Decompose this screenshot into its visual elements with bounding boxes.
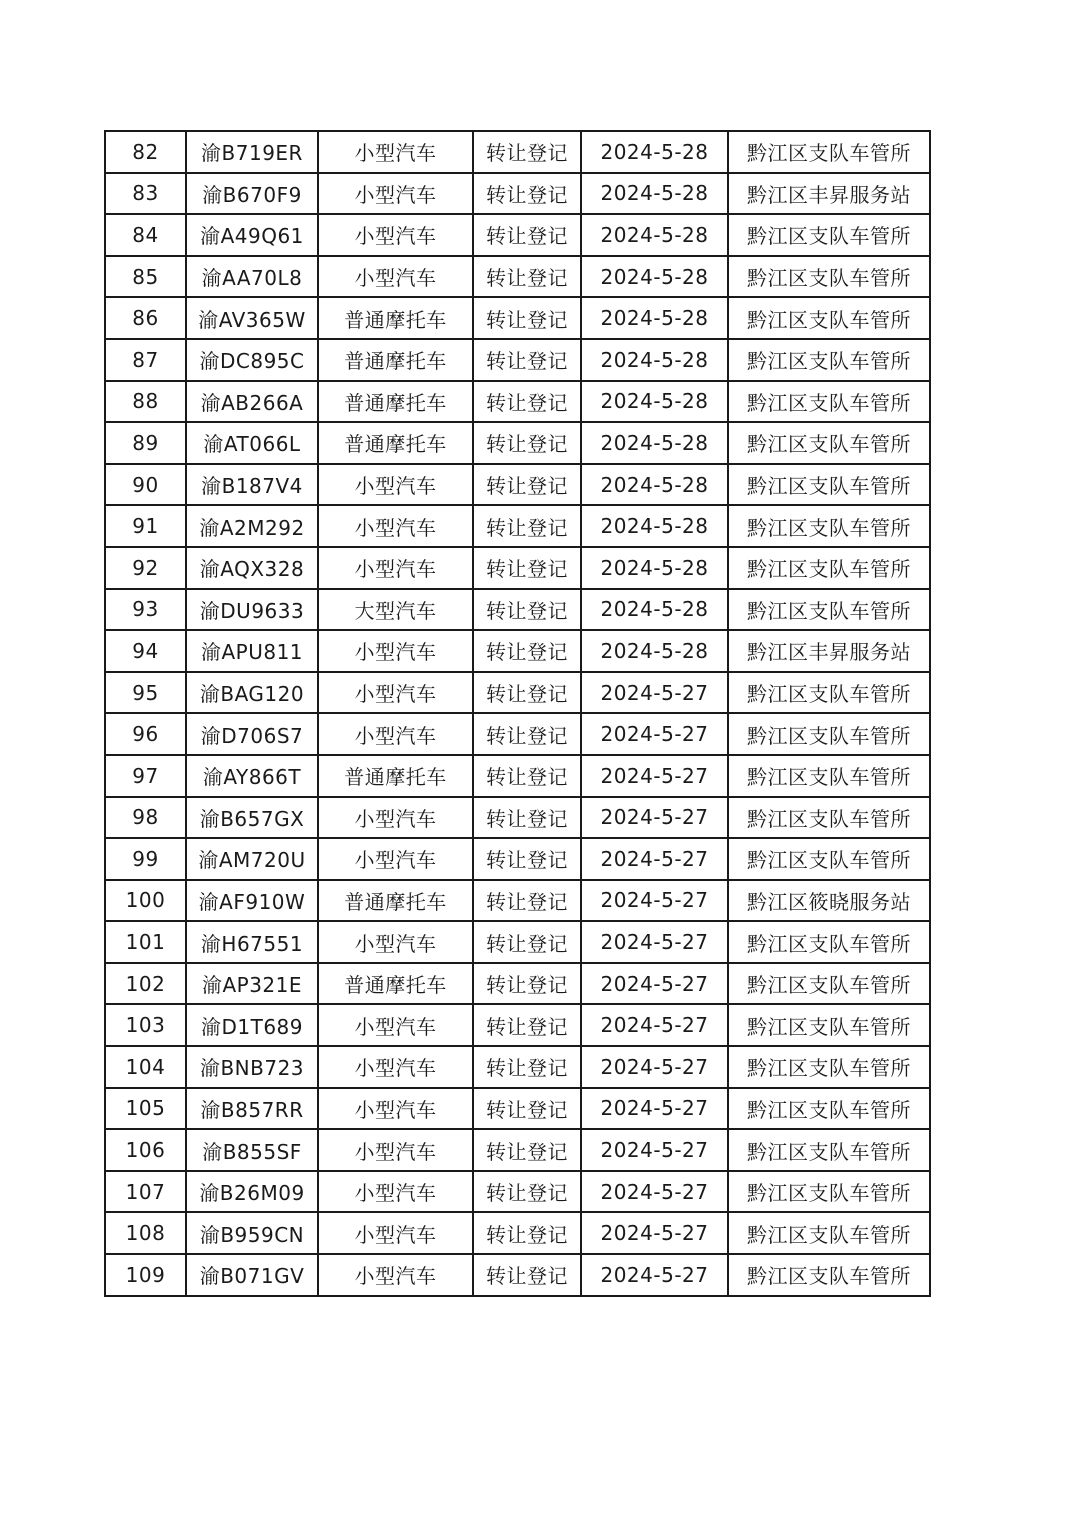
cell-date: 2024-5-27 xyxy=(581,880,728,922)
table-row xyxy=(105,963,930,1005)
cell-vehicle-type: 小型汽车 xyxy=(318,921,473,963)
cell-business-type: 转让登记 xyxy=(473,921,581,963)
table-row xyxy=(105,880,930,922)
cell-vehicle-type: 小型汽车 xyxy=(318,1254,473,1296)
cell-serial-number: 109 xyxy=(105,1254,186,1296)
cell-office: 黔江区支队车管所 xyxy=(728,1212,930,1254)
cell-vehicle-type: 普通摩托车 xyxy=(318,339,473,381)
cell-plate-number: 渝B187V4 xyxy=(186,464,318,506)
cell-plate-number: 渝AP321E xyxy=(186,963,318,1005)
cell-office: 黔江区支队车管所 xyxy=(728,422,930,464)
cell-date: 2024-5-27 xyxy=(581,1004,728,1046)
cell-business-type: 转让登记 xyxy=(473,422,581,464)
table-row xyxy=(105,713,930,755)
table-row xyxy=(105,838,930,880)
cell-date: 2024-5-27 xyxy=(581,713,728,755)
cell-office: 黔江区支队车管所 xyxy=(728,547,930,589)
cell-vehicle-type: 普通摩托车 xyxy=(318,297,473,339)
cell-business-type: 转让登记 xyxy=(473,963,581,1005)
table-row xyxy=(105,797,930,839)
cell-date: 2024-5-27 xyxy=(581,797,728,839)
cell-vehicle-type: 小型汽车 xyxy=(318,1004,473,1046)
cell-plate-number: 渝A49Q61 xyxy=(186,214,318,256)
cell-business-type: 转让登记 xyxy=(473,214,581,256)
cell-vehicle-type: 小型汽车 xyxy=(318,1088,473,1130)
table-row xyxy=(105,1129,930,1171)
cell-office: 黔江区支队车管所 xyxy=(728,297,930,339)
cell-vehicle-type: 小型汽车 xyxy=(318,1129,473,1171)
cell-serial-number: 103 xyxy=(105,1004,186,1046)
cell-business-type: 转让登记 xyxy=(473,1046,581,1088)
cell-business-type: 转让登记 xyxy=(473,630,581,672)
cell-vehicle-type: 小型汽车 xyxy=(318,214,473,256)
cell-plate-number: 渝AA70L8 xyxy=(186,256,318,298)
cell-office: 黔江区支队车管所 xyxy=(728,381,930,423)
cell-date: 2024-5-27 xyxy=(581,755,728,797)
cell-office: 黔江区支队车管所 xyxy=(728,1254,930,1296)
cell-plate-number: 渝AF910W xyxy=(186,880,318,922)
table-row xyxy=(105,921,930,963)
cell-date: 2024-5-27 xyxy=(581,1171,728,1213)
cell-date: 2024-5-28 xyxy=(581,630,728,672)
cell-serial-number: 88 xyxy=(105,381,186,423)
cell-office: 黔江区支队车管所 xyxy=(728,505,930,547)
cell-date: 2024-5-27 xyxy=(581,963,728,1005)
cell-serial-number: 96 xyxy=(105,713,186,755)
cell-business-type: 转让登记 xyxy=(473,131,581,173)
cell-date: 2024-5-28 xyxy=(581,505,728,547)
cell-serial-number: 90 xyxy=(105,464,186,506)
cell-business-type: 转让登记 xyxy=(473,1171,581,1213)
table-row xyxy=(105,672,930,714)
cell-vehicle-type: 普通摩托车 xyxy=(318,422,473,464)
cell-date: 2024-5-28 xyxy=(581,339,728,381)
table-row xyxy=(105,630,930,672)
cell-office: 黔江区支队车管所 xyxy=(728,755,930,797)
cell-office: 黔江区支队车管所 xyxy=(728,1088,930,1130)
cell-date: 2024-5-28 xyxy=(581,297,728,339)
cell-plate-number: 渝APU811 xyxy=(186,630,318,672)
table-row xyxy=(105,339,930,381)
cell-serial-number: 85 xyxy=(105,256,186,298)
cell-date: 2024-5-27 xyxy=(581,1254,728,1296)
cell-plate-number: 渝B26M09 xyxy=(186,1171,318,1213)
cell-office: 黔江区支队车管所 xyxy=(728,1046,930,1088)
cell-office: 黔江区支队车管所 xyxy=(728,1004,930,1046)
cell-date: 2024-5-28 xyxy=(581,381,728,423)
table-row xyxy=(105,547,930,589)
table-row xyxy=(105,1171,930,1213)
cell-business-type: 转让登记 xyxy=(473,381,581,423)
cell-plate-number: 渝AM720U xyxy=(186,838,318,880)
cell-office: 黔江区支队车管所 xyxy=(728,797,930,839)
cell-office: 黔江区支队车管所 xyxy=(728,713,930,755)
cell-plate-number: 渝B670F9 xyxy=(186,173,318,215)
cell-serial-number: 101 xyxy=(105,921,186,963)
table-row xyxy=(105,131,930,173)
cell-date: 2024-5-28 xyxy=(581,173,728,215)
cell-vehicle-type: 小型汽车 xyxy=(318,713,473,755)
cell-business-type: 转让登记 xyxy=(473,1129,581,1171)
cell-serial-number: 108 xyxy=(105,1212,186,1254)
cell-serial-number: 89 xyxy=(105,422,186,464)
cell-serial-number: 104 xyxy=(105,1046,186,1088)
cell-office: 黔江区丰昇服务站 xyxy=(728,173,930,215)
cell-business-type: 转让登记 xyxy=(473,797,581,839)
cell-vehicle-type: 小型汽车 xyxy=(318,672,473,714)
cell-office: 黔江区支队车管所 xyxy=(728,1129,930,1171)
registration-table xyxy=(104,130,931,1297)
cell-office: 黔江区支队车管所 xyxy=(728,838,930,880)
cell-plate-number: 渝B719ER xyxy=(186,131,318,173)
cell-plate-number: 渝A2M292 xyxy=(186,505,318,547)
cell-serial-number: 100 xyxy=(105,880,186,922)
table-row xyxy=(105,505,930,547)
cell-vehicle-type: 小型汽车 xyxy=(318,1212,473,1254)
cell-business-type: 转让登记 xyxy=(473,713,581,755)
cell-serial-number: 91 xyxy=(105,505,186,547)
table-row xyxy=(105,1046,930,1088)
cell-serial-number: 107 xyxy=(105,1171,186,1213)
cell-vehicle-type: 小型汽车 xyxy=(318,547,473,589)
table-row xyxy=(105,1212,930,1254)
cell-date: 2024-5-27 xyxy=(581,672,728,714)
table-row xyxy=(105,214,930,256)
cell-office: 黔江区支队车管所 xyxy=(728,256,930,298)
cell-serial-number: 86 xyxy=(105,297,186,339)
cell-plate-number: 渝DU9633 xyxy=(186,589,318,631)
cell-business-type: 转让登记 xyxy=(473,256,581,298)
cell-business-type: 转让登记 xyxy=(473,547,581,589)
cell-date: 2024-5-27 xyxy=(581,1212,728,1254)
cell-vehicle-type: 普通摩托车 xyxy=(318,755,473,797)
cell-serial-number: 83 xyxy=(105,173,186,215)
cell-serial-number: 82 xyxy=(105,131,186,173)
cell-date: 2024-5-28 xyxy=(581,464,728,506)
cell-date: 2024-5-27 xyxy=(581,1088,728,1130)
cell-office: 黔江区支队车管所 xyxy=(728,672,930,714)
cell-date: 2024-5-27 xyxy=(581,1129,728,1171)
cell-date: 2024-5-28 xyxy=(581,547,728,589)
cell-plate-number: 渝DC895C xyxy=(186,339,318,381)
cell-business-type: 转让登记 xyxy=(473,1254,581,1296)
table-row xyxy=(105,381,930,423)
cell-date: 2024-5-28 xyxy=(581,422,728,464)
cell-vehicle-type: 小型汽车 xyxy=(318,464,473,506)
table-row xyxy=(105,256,930,298)
cell-office: 黔江区支队车管所 xyxy=(728,214,930,256)
cell-serial-number: 98 xyxy=(105,797,186,839)
cell-date: 2024-5-27 xyxy=(581,921,728,963)
cell-date: 2024-5-28 xyxy=(581,589,728,631)
cell-office: 黔江区支队车管所 xyxy=(728,921,930,963)
cell-business-type: 转让登记 xyxy=(473,464,581,506)
cell-vehicle-type: 普通摩托车 xyxy=(318,381,473,423)
cell-plate-number: 渝BNB723 xyxy=(186,1046,318,1088)
cell-plate-number: 渝D1T689 xyxy=(186,1004,318,1046)
cell-business-type: 转让登记 xyxy=(473,880,581,922)
table-row xyxy=(105,297,930,339)
cell-vehicle-type: 小型汽车 xyxy=(318,131,473,173)
cell-plate-number: 渝B071GV xyxy=(186,1254,318,1296)
table-row xyxy=(105,173,930,215)
cell-office: 黔江区支队车管所 xyxy=(728,339,930,381)
cell-business-type: 转让登记 xyxy=(473,297,581,339)
cell-office: 黔江区支队车管所 xyxy=(728,1171,930,1213)
cell-vehicle-type: 小型汽车 xyxy=(318,797,473,839)
cell-office: 黔江区支队车管所 xyxy=(728,589,930,631)
table-row xyxy=(105,755,930,797)
cell-business-type: 转让登记 xyxy=(473,1088,581,1130)
cell-vehicle-type: 小型汽车 xyxy=(318,1171,473,1213)
cell-business-type: 转让登记 xyxy=(473,505,581,547)
cell-serial-number: 92 xyxy=(105,547,186,589)
cell-business-type: 转让登记 xyxy=(473,672,581,714)
cell-plate-number: 渝B855SF xyxy=(186,1129,318,1171)
cell-plate-number: 渝AV365W xyxy=(186,297,318,339)
cell-plate-number: 渝AB266A xyxy=(186,381,318,423)
cell-date: 2024-5-28 xyxy=(581,214,728,256)
cell-business-type: 转让登记 xyxy=(473,838,581,880)
cell-serial-number: 97 xyxy=(105,755,186,797)
cell-plate-number: 渝AY866T xyxy=(186,755,318,797)
cell-serial-number: 84 xyxy=(105,214,186,256)
cell-business-type: 转让登记 xyxy=(473,1004,581,1046)
cell-office: 黔江区支队车管所 xyxy=(728,464,930,506)
cell-serial-number: 94 xyxy=(105,630,186,672)
cell-plate-number: 渝H67551 xyxy=(186,921,318,963)
table-row xyxy=(105,1088,930,1130)
cell-vehicle-type: 小型汽车 xyxy=(318,256,473,298)
cell-plate-number: 渝B657GX xyxy=(186,797,318,839)
cell-date: 2024-5-27 xyxy=(581,838,728,880)
cell-serial-number: 102 xyxy=(105,963,186,1005)
cell-serial-number: 87 xyxy=(105,339,186,381)
cell-office: 黔江区支队车管所 xyxy=(728,963,930,1005)
cell-plate-number: 渝D706S7 xyxy=(186,713,318,755)
table-row xyxy=(105,589,930,631)
cell-business-type: 转让登记 xyxy=(473,173,581,215)
cell-plate-number: 渝AQX328 xyxy=(186,547,318,589)
cell-serial-number: 99 xyxy=(105,838,186,880)
cell-plate-number: 渝B857RR xyxy=(186,1088,318,1130)
cell-business-type: 转让登记 xyxy=(473,339,581,381)
cell-date: 2024-5-28 xyxy=(581,131,728,173)
cell-serial-number: 105 xyxy=(105,1088,186,1130)
cell-date: 2024-5-28 xyxy=(581,256,728,298)
cell-vehicle-type: 普通摩托车 xyxy=(318,963,473,1005)
cell-date: 2024-5-27 xyxy=(581,1046,728,1088)
cell-serial-number: 95 xyxy=(105,672,186,714)
cell-serial-number: 93 xyxy=(105,589,186,631)
cell-plate-number: 渝B959CN xyxy=(186,1212,318,1254)
cell-office: 黔江区丰昇服务站 xyxy=(728,630,930,672)
table-row xyxy=(105,1004,930,1046)
table-row xyxy=(105,422,930,464)
table-body xyxy=(105,131,930,1296)
cell-vehicle-type: 小型汽车 xyxy=(318,1046,473,1088)
cell-business-type: 转让登记 xyxy=(473,589,581,631)
cell-vehicle-type: 小型汽车 xyxy=(318,173,473,215)
cell-serial-number: 106 xyxy=(105,1129,186,1171)
cell-plate-number: 渝BAG120 xyxy=(186,672,318,714)
cell-business-type: 转让登记 xyxy=(473,755,581,797)
cell-vehicle-type: 小型汽车 xyxy=(318,505,473,547)
table-row xyxy=(105,1254,930,1296)
cell-vehicle-type: 小型汽车 xyxy=(318,630,473,672)
cell-vehicle-type: 普通摩托车 xyxy=(318,880,473,922)
cell-business-type: 转让登记 xyxy=(473,1212,581,1254)
cell-plate-number: 渝AT066L xyxy=(186,422,318,464)
cell-vehicle-type: 小型汽车 xyxy=(318,838,473,880)
table-row xyxy=(105,464,930,506)
cell-office: 黔江区筱晓服务站 xyxy=(728,880,930,922)
cell-office: 黔江区支队车管所 xyxy=(728,131,930,173)
cell-vehicle-type: 大型汽车 xyxy=(318,589,473,631)
